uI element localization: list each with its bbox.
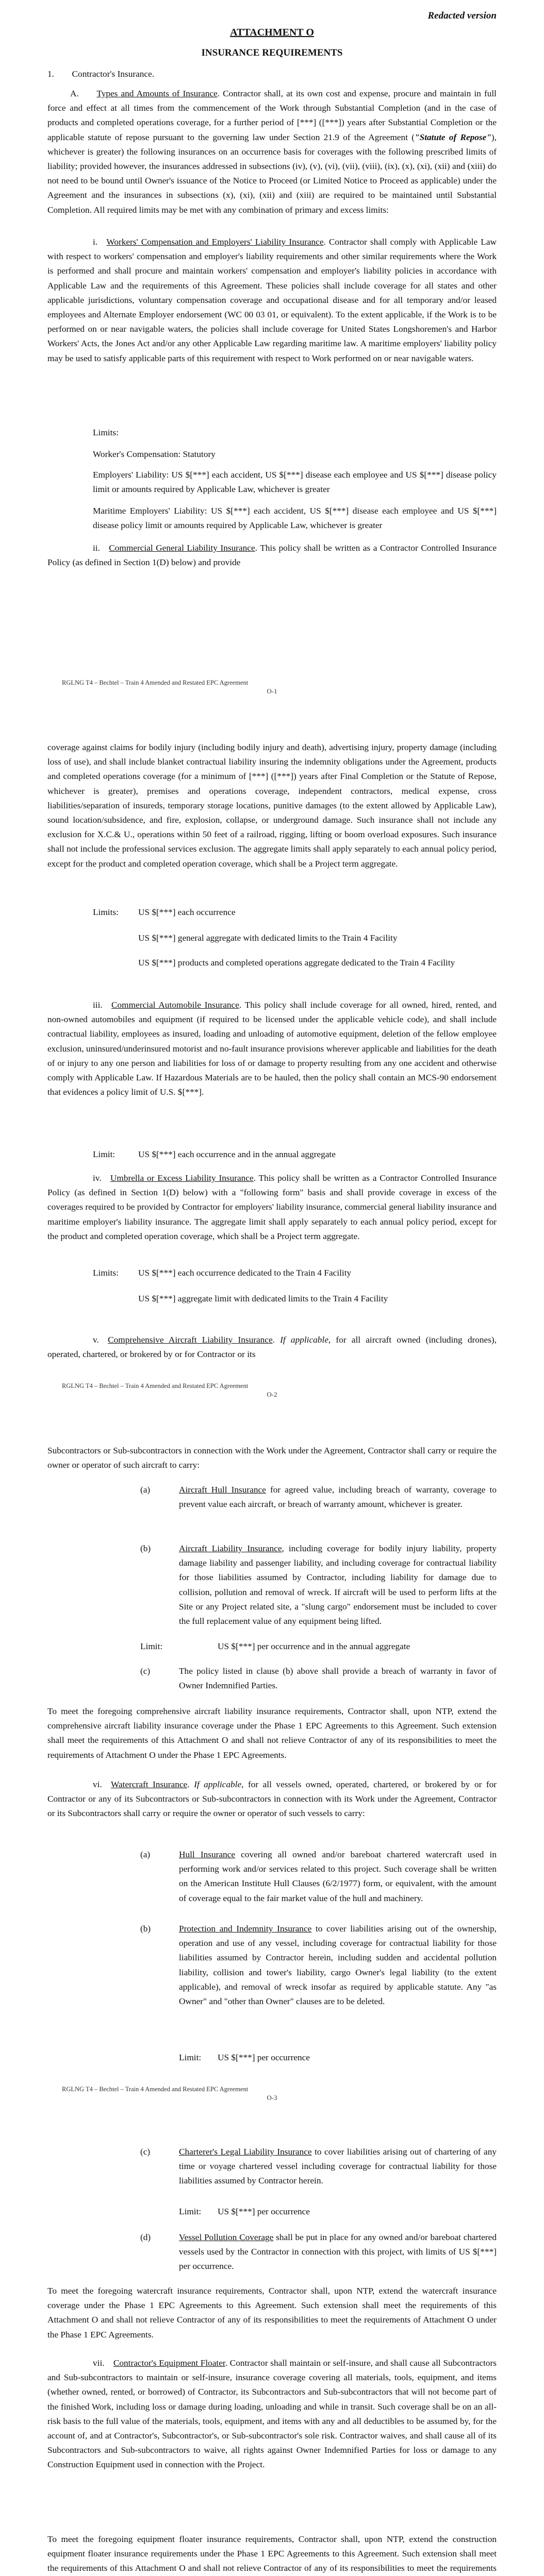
page-1 (0, 0, 544, 703)
aircraft-title: Comprehensive Aircraft Liability Insurance (108, 1335, 273, 1345)
hull-insurance-paragraph (179, 1848, 497, 1906)
workers-comp-num: i. (93, 237, 98, 247)
auto-limit: US $[***] each occurrence and in the annual aggregate (138, 1149, 336, 1159)
page-number: O-1 (267, 687, 277, 695)
umbrella-limit-aggregate: US $[***] aggregate limit with dedicated limits to the Train 4 Facility (138, 1294, 388, 1303)
charterer-c-label: (c) (140, 2147, 151, 2157)
watercraft-text-sep: . (187, 1780, 194, 1789)
watercraft-paragraph (47, 1777, 497, 1821)
watercraft-num: vi. (93, 1780, 102, 1789)
aircraft-meet-paragraph: To meet the foregoing comprehensive aircraft liability insurance requirements, Contractor shall, upon NTP, extend the comprehensive aircraft liability insurance coverage under the Phase 1 EPC Agreements to this Agreement. Such extension shall meet the requirements of this Attachment O and shall not relieve Contractor of any of its responsibilities to meet the requirements of Attachment O under the Phase 1 EPC Agreements. (47, 1706, 497, 1760)
pi-limit: US $[***] per occurrence (218, 2053, 310, 2062)
aircraft-text-sep: . (272, 1335, 281, 1345)
aircraft-hull-text: for agreed value, including breach of warranty, coverage to prevent value each aircraft, or breach of warranty amount, whichever is greater. (179, 1485, 497, 1510)
section-1a-paragraph (47, 87, 497, 217)
charterer-title: Charterer's Legal Liability Insurance (179, 2147, 312, 2157)
watercraft-meet-paragraph: To meet the foregoing watercraft insurance requirements, Contractor shall, upon NTP, extend the watercraft insurance coverage under the Phase 1 EPC Agreements to this Agreement. Such extension shall meet the requirements of this Attachment O and shall not relieve Contractor of any of its responsibilities to meet the requirements of Attachment O under the Phase 1 EPC Agreements. (47, 2286, 497, 2340)
footer-doc-line: RGLNG T4 – Bechtel – Train 4 Amended and Restated EPC Agreement (62, 1382, 249, 1389)
section-1-label: 1. Contractor's Insurance. (47, 69, 155, 79)
hull-ins-a-label: (a) (140, 1850, 151, 1859)
aircraft-liability-text: , including coverage for bodily injury liability, property damage liability and passenger liability, and including coverage for contractual liability for those liabilities assumed by Contractor, including liability for damage due to collision, pollution and removal of wreck. If aircraft will be used to perform lifts at the Site or any Project related site, a "slung cargo" endorsement must be included to cover the full replacement value of any equipment being lifted. (179, 1544, 497, 1626)
page-3 (0, 1406, 544, 2110)
hull-insurance-title: Hull Insurance (179, 1850, 236, 1859)
aircraft-paragraph (47, 1333, 497, 1362)
page-number: O-2 (267, 1391, 277, 1398)
equipment-meet-paragraph: To meet the foregoing equipment floater insurance requirements, Contractor shall, upon NTP, extend the construction equipment floater insurance requirements under the Phase 1 EPC Agreements to this Agreement. Such extension shall meet the requirements of this Attachment O and shall not relieve Contractor of any of its responsibilities to meet the requirements (47, 2534, 497, 2573)
vessel-d-label: (d) (140, 2232, 151, 2242)
attachment-subtitle: INSURANCE REQUIREMENTS (201, 47, 343, 58)
pi-limit-label: Limit: (179, 2053, 202, 2062)
watercraft-text: , for all vessels owned, operated, chartered, or brokered by or for Contractor or any of its Subcontractors or Sub-subcontractors in connection with its Work under the Agreement, Contractor or its Subcontractors shall carry or require the owner or operator of such vessels to carry: (47, 1780, 497, 1819)
umbrella-limit-occurrence: US $[***] each occurrence dedicated to the Train 4 Facility (138, 1268, 352, 1278)
pi-b-label: (b) (140, 1924, 151, 1934)
wc-limits-label: Limits: (93, 428, 119, 437)
aircraft-text: , for all aircraft owned (including drones), operated, chartered, or brokered by or for Contractor or its (47, 1335, 497, 1360)
vessel-pollution-paragraph (179, 2230, 497, 2274)
vessel-pollution-title: Vessel Pollution Coverage (179, 2232, 274, 2242)
vessel-pollution-text: shall be put in place for any owned and/or bareboat chartered vessels used by the Contractor in connection with this project, with limits of US $[***] per occurrence. (179, 2232, 497, 2272)
cgl-text: . This policy shall be written as a Contractor Controlled Insurance Policy (as defined in Section 1(D) below) and provide (47, 543, 497, 568)
auto-limit-label: Limit: (93, 1149, 116, 1159)
cgl-limit-general-aggregate: US $[***] general aggregate with dedicated limits to the Train 4 Facility (138, 933, 398, 943)
section-1-heading (47, 67, 497, 81)
umbrella-num: iv. (93, 1173, 102, 1183)
hull-a-label: (a) (140, 1485, 151, 1495)
aircraft-liability-title: Aircraft Liability Insurance (179, 1544, 282, 1553)
equipment-text: . Contractor shall maintain or self-insure, and shall cause all Subcontractors and Sub-subcontractors to maintain or self-insure, insurance coverage covering all materials, tools, equipment, and items (whether owned, rented, or borrowed) of Contractor, its Subcontractors and Sub-subcontractors that will not become part of the finished Work, including loss or damage during loading, unloading and while in transit. Such coverage shall be on an all-risk basis to the full value of the materials, tools, equipment, and items with any and all deductibles to be assumed by, for the account of, and at Contractor's, Subcontractor's, or Sub-subcontractor's sole risk. Contractor waives, and shall cause all of its Subcontractors and Sub-subcontractors to waive, all rights against Owner Indemnified Parties for loss or damage to any Construction Equipment used in connection with the Project. (47, 2358, 497, 2470)
aircraft-liability-paragraph (179, 1541, 497, 1629)
redacted-version-label: Redacted version (427, 10, 497, 21)
charterer-paragraph (179, 2145, 497, 2189)
equipment-num: vii. (93, 2358, 105, 2368)
breach-warranty-paragraph: The policy listed in clause (b) above shall provide a breach of warranty in favor of Owner Indemnified Parties. (179, 1666, 497, 1691)
workers-comp-text: . Contractor shall comply with Applicable Law with respect to workers' compensation and employer's liability requirements and other similar requirements where the Work is performed and shall procure and maintain workers' compensation and employer's liability policies in accordance with Applicable Law and the requirements of this Agreement. These policies shall include coverage for all states and other applicable jurisdictions, voluntary compensation coverage and occupational disease and for all temporary and/or leased employees and Alternate Employer endorsement (WC 00 03 01, or equivalent). To the extent applicable, if the Work is to be performed on or near navigable waters, the policies shall include coverage for United States Longshoremen's and Harbor Workers' Acts, the Jones Act and/or any other Applicable Law regarding maritime law. A maritime employers' liability policy may be used to satisfy applicable parts of this requirement with respect to Work performed on or near navigable waters. (47, 237, 497, 363)
section-1a-letter: A. (70, 89, 97, 98)
hull-insurance-text: covering all owned and/or bareboat chartered watercraft used in performing work and/or services related to this project. Such coverage shall be written on the American Institute Hull Clauses (6/2/1977) form, or equivalent, with the amount of coverage equal to the fair market value of the hull and machinery. (179, 1850, 497, 1903)
auto-paragraph (47, 998, 497, 1099)
employers-liability-limit: Employers' Liability: US $[***] each accident, US $[***] disease each employee and US $[***] disease policy limit or amounts required by Applicable Law, whichever is greater (93, 470, 497, 495)
statute-of-repose-term: "Statute of Repose" (415, 132, 491, 142)
footer-doc-line: RGLNG T4 – Bechtel – Train 4 Amended and Restated EPC Agreement (62, 679, 249, 686)
section-1a-text: . Contractor shall, at its own cost and expense, procure and maintain in full force and effect at all times from the commencement of the Work through Substantial Completion (and in the case of products and completed operations coverage, for a further period of [***] ([***]) years after Substantial Completion or the applicable statute of repose pursuant to the governing law under Section 21.9 of the Agreement ( (47, 89, 497, 142)
cgl-limits-label: Limits: (93, 907, 119, 917)
breach-c-label: (c) (140, 1666, 151, 1676)
cgl-limit-products-aggregate: US $[***] products and completed operations aggregate dedicated to the Train 4 Facility (138, 958, 455, 968)
workers-comp-title: Workers' Compensation and Employers' Liability Insurance (106, 237, 324, 247)
aircraft-continued-paragraph: Subcontractors or Sub-subcontractors in connection with the Work under the Agreement, Contractor shall carry or require the owner or operator of such aircraft to carry: (47, 1446, 497, 1470)
watercraft-title: Watercraft Insurance (111, 1780, 188, 1789)
equipment-floater-paragraph (47, 2356, 497, 2472)
cgl-limit-occurrence: US $[***] each occurrence (138, 907, 236, 917)
auto-num: iii. (93, 1000, 103, 1010)
charterer-limit-label: Limit: (179, 2207, 202, 2216)
page-4 (0, 2110, 544, 2576)
page-2 (0, 703, 544, 1406)
cgl-paragraph (47, 541, 497, 570)
watercraft-if-applicable: If applicable (194, 1780, 242, 1789)
aircraft-hull-title: Aircraft Hull Insurance (179, 1485, 266, 1495)
aircraft-if-applicable: If applicable (280, 1335, 328, 1345)
cgl-num: ii. (93, 543, 100, 553)
cgl-continued-paragraph: coverage against claims for bodily injury (including bodily injury and death), advertising injury, property damage (including loss of use), and shall include blanket contractual liability insuring the indemnity obligations under the Agreement, products and completed operations coverage (for a minimum of [***] ([***]) years after Final Completion or the Statute of Repose, whichever is greater), premises and operations coverage, independent contractors, medical expense, cross liabilities/separation of insureds, temporary storage locations, punitive damages (to the extent allowed by Applicable Law), sound location/subsidence, and fire, explosion, collapse, or underground damage. Such insurance shall not include any exclusion for X.C.& U., operations within 50 feet of a railroad, rigging, lifting or boom overload exposures. Such insurance shall not include the professional services exclusion. The aggregate limits shall apply separately to each annual policy period, except for the product and completed operation coverage, which shall be a Project term aggregate. (47, 742, 497, 869)
protection-indemnity-text: to cover liabilities arising out of the ownership, operation and use of any vessel, including coverage for contractual liability for those liabilities assumed by Contractor herein, including sudden and accidental pollution liability, collision and tower's liability, cargo Owner's legal liability (to the extent applicable), and removal of wreck insofar as required by applicable statute. Any "as Owner" and "other than Owner" clauses are to be deleted. (179, 1924, 497, 2006)
auto-text: . This policy shall include coverage for all owned, hired, rented, and non-owned automobiles and equipment (if required to be licensed under the applicable vehicle code), and shall include contractual liability, employees as insured, loading and unloading of automotive equipment, deletion of the fellow employee exclusion, uninsured/underinsured motorist and no-fault insurance provisions wherever applicable and liabilities for the death of or injury to any one person and liabilities for loss of or damage to property resulting from any one accident and otherwise comply with Applicable Law. If Hazardous Materials are to be hauled, then the policy shall contain an MCS-90 endorsement that evidences a policy limit of U.S. $[***]. (47, 1000, 497, 1097)
charterer-text: to cover liabilities arising out of chartering of any time or voyage chartered vessel including coverage for contractual liability for those liabilities assumed by Contractor herein. (179, 2147, 497, 2186)
section-1a-text-2: ), whichever is greater) the following insurances on an occurrence basis for coverages with the following prescribed limits of liability; provided however, the insurances addressed in subsections (iv), (v), (vi), (vii), (viii), (ix), (x), (xi), (xii) and (xiii) do not need to be bound until Owner's issuance of the Notice to Proceed (or Limited Notice to Proceed as applicable) under the Agreement and the insurances in subsections (x), (xi), (xii) and (xiii) are required to be maintained until Substantial Completion. All required limits may be met with any combination of primary and excess limits: (47, 132, 497, 215)
cgl-title: Commercial General Liability Insurance (109, 543, 255, 553)
charterer-limit: US $[***] per occurrence (218, 2207, 310, 2216)
liability-b-label: (b) (140, 1544, 151, 1553)
section-1a-title: Types and Amounts of Insurance (96, 89, 218, 98)
workers-comp-paragraph (47, 235, 497, 366)
maritime-employers-liability-limit: Maritime Employers' Liability: US $[***] each accident, US $[***] disease each employee and US $[***] disease policy limit or amounts required by Applicable Law, whichever is greater (93, 506, 497, 531)
auto-title: Commercial Automobile Insurance (111, 1000, 239, 1010)
umbrella-text: . This policy shall be written as a Contractor Controlled Insurance Policy (as defined in Section 1(D) below) with a "following form" basis and shall provide coverage in excess of the coverages required to be provided by Contractor for employers' liability insurance, commercial general liability insurance and maritime employer's liability insurance. The aggregate limit shall apply separately to each annual policy period, except for the product and completed operation coverage, which shall be a Project term aggregate. (47, 1173, 497, 1241)
footer-doc-line: RGLNG T4 – Bechtel – Train 4 Amended and Restated EPC Agreement (62, 2086, 249, 2093)
umbrella-limits-label: Limits: (93, 1268, 119, 1278)
aircraft-num: v. (93, 1335, 99, 1345)
equipment-title: Contractor's Equipment Floater (113, 2358, 225, 2368)
protection-indemnity-paragraph (179, 1922, 497, 2009)
attachment-title: ATTACHMENT O (230, 27, 314, 38)
protection-indemnity-title: Protection and Indemnity Insurance (179, 1924, 312, 1934)
page-number: O-3 (267, 2094, 277, 2102)
aircraft-hull-paragraph (179, 1483, 497, 1512)
aircraft-limit-label: Limit: (140, 1641, 163, 1651)
wc-statutory-limit: Worker's Compensation: Statutory (93, 449, 216, 459)
aircraft-limit: US $[***] per occurrence and in the annual aggregate (218, 1641, 410, 1651)
umbrella-paragraph (47, 1171, 497, 1244)
umbrella-title: Umbrella or Excess Liability Insurance (110, 1173, 254, 1183)
